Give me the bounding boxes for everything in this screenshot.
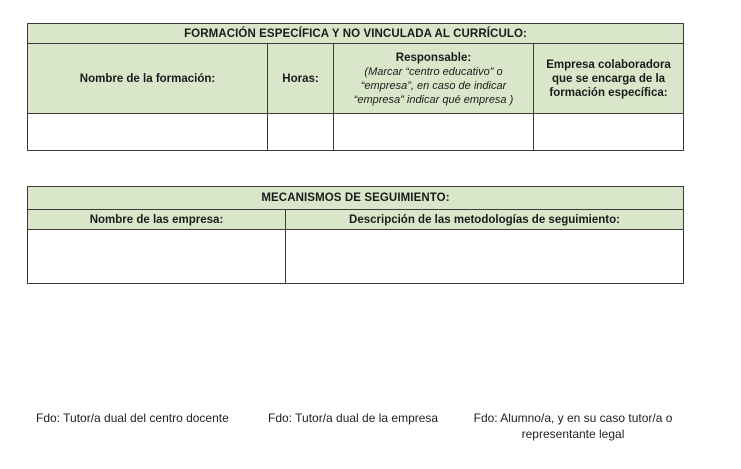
col-nombre-formacion: Nombre de la formación: bbox=[28, 44, 268, 114]
col-responsable bbox=[334, 44, 534, 114]
cell-horas[interactable] bbox=[268, 114, 334, 151]
table2-title: MECANISMOS DE SEGUIMIENTO: bbox=[28, 187, 684, 210]
signature-alumno: Fdo: Alumno/a, y en su caso tutor/a o representante legal bbox=[473, 411, 673, 441]
signature-tutor-centro: Fdo: Tutor/a dual del centro docente bbox=[36, 411, 229, 425]
signature-tutor-empresa: Fdo: Tutor/a dual de la empresa bbox=[268, 411, 439, 425]
col-responsable-note: (Marcar “centro educativo” o “empresa”, en caso de indicar “empresa” indicar qué empresa ) bbox=[353, 65, 514, 106]
col-horas: Horas: bbox=[268, 44, 334, 114]
cell-responsable[interactable] bbox=[334, 114, 534, 151]
cell-nombre-empresa[interactable] bbox=[28, 230, 286, 284]
col-empresa-colaboradora: Empresa colaboradora que se encarga de la formación específica: bbox=[534, 44, 684, 114]
cell-empresa-colaboradora[interactable] bbox=[534, 114, 684, 151]
col-responsable-title: Responsable: bbox=[395, 51, 472, 64]
formacion-especifica-table bbox=[27, 23, 684, 151]
table1-title: FORMACIÓN ESPECÍFICA Y NO VINCULADA AL CURRÍCULO: bbox=[28, 24, 684, 44]
mecanismos-seguimiento-table bbox=[27, 186, 684, 284]
col-nombre-empresa: Nombre de las empresa: bbox=[28, 210, 286, 230]
cell-nombre-formacion[interactable] bbox=[28, 114, 268, 151]
col-descripcion-metodologias: Descripción de las metodologías de seguimiento: bbox=[286, 210, 684, 230]
cell-descripcion-metodologias[interactable] bbox=[286, 230, 684, 284]
